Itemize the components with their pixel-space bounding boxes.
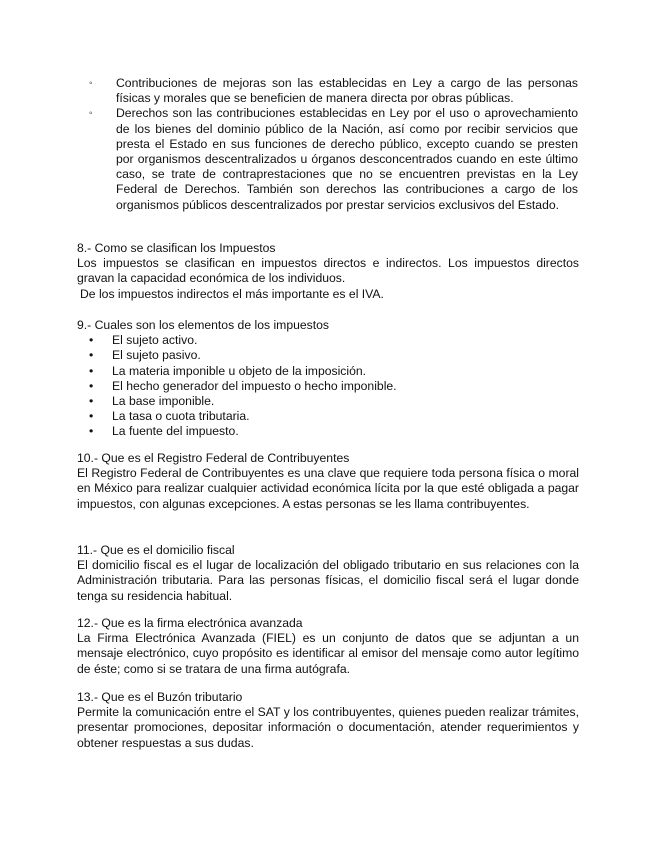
list-item: • El hecho generador del impuesto o hecho imponible. bbox=[89, 378, 397, 393]
list-item: • La base imponible. bbox=[89, 394, 215, 409]
circle-bullet-icon: ◦ bbox=[89, 78, 93, 89]
section-heading: 11.- Que es el domicilio fiscal bbox=[77, 543, 235, 557]
section-heading: 10.- Que es el Registro Federal de Contribuyentes bbox=[77, 451, 350, 465]
section-body-note: De los impuestos indirectos el más importante es el IVA. bbox=[80, 286, 384, 301]
bullet-icon: • bbox=[89, 378, 94, 393]
list-item bbox=[89, 106, 578, 212]
section-13 bbox=[77, 690, 579, 751]
bullet-icon: • bbox=[89, 394, 94, 409]
contribution-types-list bbox=[89, 76, 578, 213]
list-item: • El sujeto pasivo. bbox=[89, 348, 201, 363]
list-item-text: Derechos son las contribuciones establecidas en Ley por el uso o aprovechamiento de los bienes del dominio público de la Nación, así como por recibir servicios que presta el Estado en sus funciones de derecho público, excepto cuando se presten por organismos descentralizados u órganos desconcentrados cuando en este último caso, se trate de contraprestaciones que no se encuentren previstas en la Ley Federal de Derechos. También son derechos las contribuciones a cargo de los organismos públicos descentralizados por prestar servicios exclusivos del Estado. bbox=[116, 106, 578, 212]
section-8 bbox=[77, 241, 579, 302]
section-body: La Firma Electrónica Avanzada (FIEL) es un conjunto de datos que se adjuntan a un mensaje electrónico, cuyo propósito es identificar al emisor del mensaje como autor legítimo de éste; como si se tratara de una firma autógrafa. bbox=[77, 631, 579, 676]
section-heading: 9.- Cuales son los elementos de los impuestos bbox=[77, 318, 330, 332]
section-12 bbox=[77, 616, 579, 677]
section-body: El domicilio fiscal es el lugar de localización del obligado tributario en sus relaciones con la Administración tributaria. Para las personas físicas, el domicilio fiscal será el lugar donde tenga su residencia habitual. bbox=[77, 558, 579, 603]
list-item-text: Contribuciones de mejoras son las establecidas en Ley a cargo de las personas físicas y morales que se beneficien de manera directa por obras públicas. bbox=[116, 76, 578, 106]
bullet-icon: • bbox=[89, 409, 94, 424]
list-item: • La tasa o cuota tributaria. bbox=[89, 409, 250, 424]
section-10 bbox=[77, 451, 579, 512]
section-heading: 12.- Que es la firma electrónica avanzada bbox=[77, 616, 303, 630]
section-body: El Registro Federal de Contribuyentes es una clave que requiere toda persona física o moral en México para realizar cualquier actividad económica lícita por la que esté obligada a pagar impuestos, con algunas excepciones. A estas personas se les llama contribuyentes. bbox=[77, 466, 579, 511]
bullet-icon: • bbox=[89, 333, 94, 348]
section-body: Permite la comunicación entre el SAT y los contribuyentes, quienes pueden realizar trámites, presentar promociones, depositar información o documentación, atender requerimientos y obtener respuestas a sus dudas. bbox=[77, 705, 579, 750]
section-9 bbox=[77, 318, 579, 440]
section-body: Los impuestos se clasifican en impuestos directos e indirectos. Los impuestos directos gravan la capacidad económica de los individuos. bbox=[77, 256, 579, 286]
list-item: • La materia imponible u objeto de la imposición. bbox=[89, 363, 367, 378]
bullet-icon: • bbox=[89, 424, 94, 439]
bullet-icon: • bbox=[89, 348, 94, 363]
list-item: • El sujeto activo. bbox=[89, 333, 198, 348]
bullet-icon: • bbox=[89, 363, 94, 378]
list-item: • La fuente del impuesto. bbox=[89, 424, 239, 439]
tax-elements-list bbox=[77, 333, 579, 439]
section-heading: 13.- Que es el Buzón tributario bbox=[77, 690, 243, 704]
circle-bullet-icon: ◦ bbox=[89, 108, 93, 120]
section-heading: 8.- Como se clasifican los Impuestos bbox=[77, 241, 276, 255]
section-11 bbox=[77, 543, 579, 604]
list-item bbox=[89, 76, 578, 106]
